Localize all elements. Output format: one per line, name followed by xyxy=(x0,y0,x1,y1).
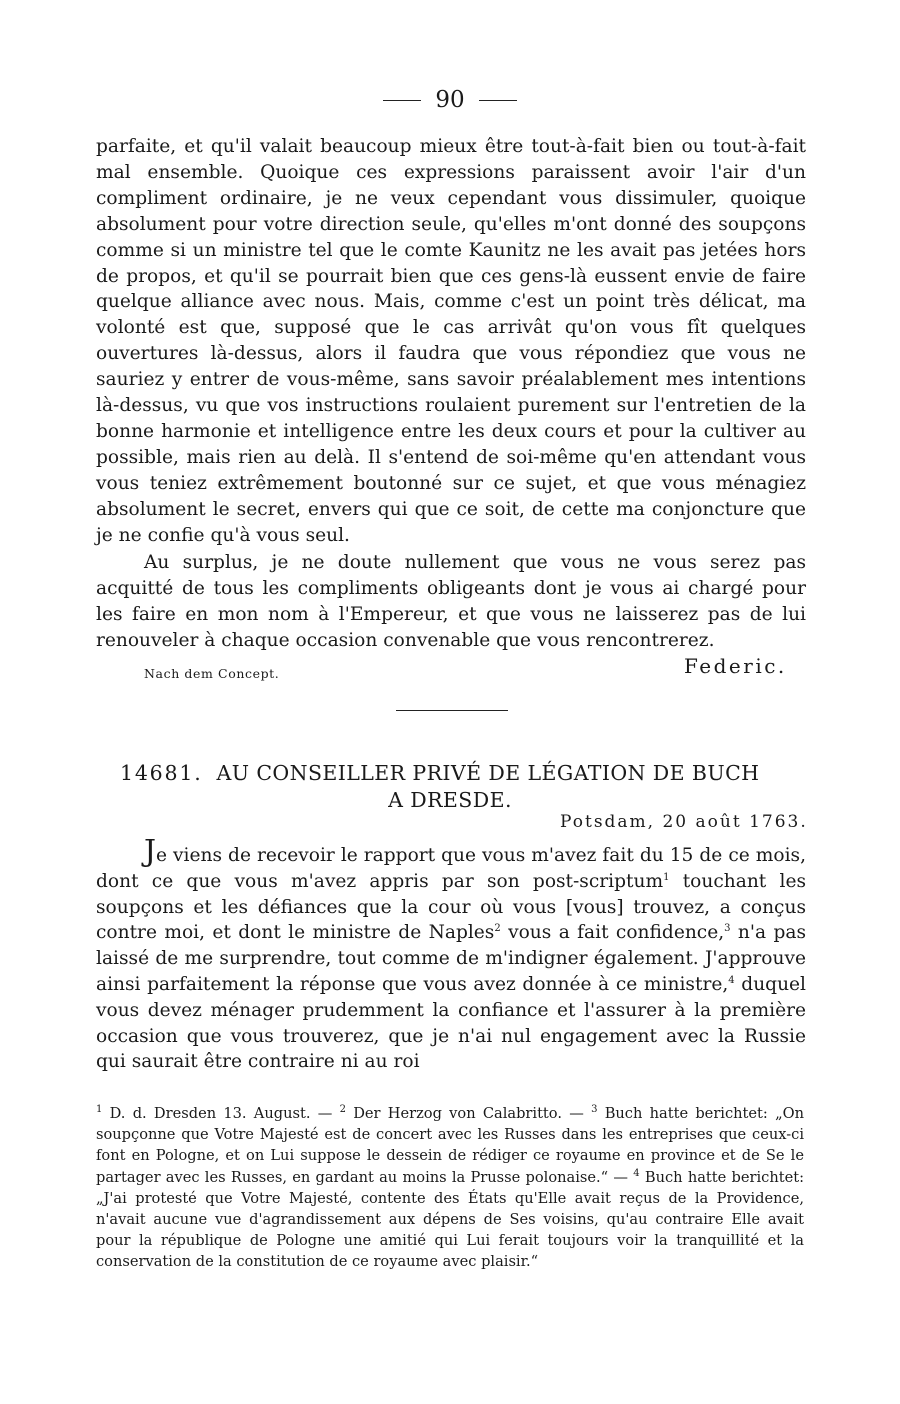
footnote-ref: 1 xyxy=(663,871,670,883)
letter-text-segment: duquel vous devez ménager prudemment la confiance et l'assurer à la première occasion que vous trouverez, que je n'ai nul engagement avec la Russie qui saurait être contraire ni au roi xyxy=(96,973,806,1073)
page-number: 90 xyxy=(435,86,465,113)
letter-heading xyxy=(96,760,806,786)
footnote-mark: 3 xyxy=(591,1104,598,1116)
footnote-ref: 4 xyxy=(728,974,735,986)
letter-text-segment: e viens de recevoir le rapport que vous m'avez fait du 15 de ce mois, dont ce que vous m'avez appris par son post-scriptum xyxy=(96,845,806,892)
place-date: Potsdam, 20 août 1763. xyxy=(560,812,808,832)
drop-cap: J xyxy=(144,834,157,869)
footnote-mark: 4 xyxy=(633,1167,640,1179)
letter-title-line1: AU CONSEILLER PRIVÉ DE LÉGATION DE BUCH xyxy=(216,761,760,785)
concept-note: Nach dem Concept. xyxy=(144,666,280,681)
page-header xyxy=(0,84,900,116)
footnote-ref: 3 xyxy=(724,923,731,935)
footnote-text: D. d. Dresden 13. August. — xyxy=(109,1105,333,1122)
footnote-text: Buch hatte berichtet: „J'ai protesté que Votre Majesté, contente des États qu'Elle avait reçus de la Providence, n'avait aucune vue d'agrandissement aux dépens de Ses voisins, qu'au contraire Elle avait pour la république de Pologne une amitié qui Lui ferait toujours voir la tranquillité et la conservation de la constitution de ce royaume avec plaisir.“ xyxy=(96,1168,805,1271)
letter-number: 14681. xyxy=(120,761,203,785)
paragraph-closing xyxy=(96,550,806,654)
header-rule-left xyxy=(383,100,421,101)
letter-text-segment: n'a pas laissé de me surprendre, tout comme de m'indigner également. J'approuve ainsi parfaitement la réponse que vous avez donnée à ce ministre, xyxy=(96,922,806,995)
footnote-mark: 1 xyxy=(96,1104,103,1116)
paragraph-continuation xyxy=(96,134,806,549)
signature: Federic. xyxy=(684,654,787,678)
paragraph-text: parfaite, et qu'il valait beaucoup mieux être tout-à-fait bien ou tout-à-fait mal ensemble. Quoique ces expressions paraissent avoir l'air d'un compliment ordinaire, je ne veux cependant vous dissimuler, quoique absolument pour votre direction seule, qu'elles m'ont donné des soupçons comme si un ministre tel que le comte Kaunitz ne les avait pas jetées hors de propos, et qu'il se pourrait bien que ces gens-là eussent envie de faire quelque alliance avec nous. Mais, comme c'est un point très délicat, ma volonté est que, supposé que le cas arrivât qu'on vous fît quelques ouvertures là-dessus, alors il faudra que vous répondiez que vous ne sauriez y entrer de vous-même, sans savoir préalablement mes intentions là-dessus, vu que vos instructions roulaient purement sur l'entretien de la bonne harmonie et intelligence entre les deux cours et pour la cultiver au possible, mais rien au delà. Il s'entend de soi-même qu'en attendant vous vous teniez extrêmement boutonné sur ce sujet, et que vous ménagiez absolument le secret, envers qui que ce soit, de cette ma conjoncture que je ne confie qu'à vous seul. xyxy=(96,136,806,546)
letter-text-segment: vous a fait confidence, xyxy=(500,922,725,944)
paragraph-text: Au surplus, je ne doute nullement que vous ne vous serez pas acquitté de tous les compliments obligeants dont je vous ai chargé pour les faire en mon nom à l'Empereur, et que vous ne laisserez pas de lui renouveler à chaque occasion convenable que vous rencontrerez. xyxy=(96,552,806,651)
letter-body xyxy=(96,834,806,1075)
header-rule-right xyxy=(479,100,517,101)
footnotes xyxy=(96,1103,804,1273)
footnote-mark: 2 xyxy=(339,1104,346,1116)
footnote-text: Der Herzog von Calabritto. — xyxy=(353,1105,584,1122)
section-separator xyxy=(396,710,508,711)
footnote-text: Buch hatte berichtet: „On soupçonne que Votre Majesté est de concert avec les Russes dans les entreprises que ceux-ci font en Pologne, et on Lui suppose le dessein de rédiger ce royaume en province et de Se le partager avec les Russes, en gardant au moins la Prusse polonaise.“ — xyxy=(96,1105,804,1186)
letter-title-line2: A DRESDE. xyxy=(388,788,512,812)
footnote-ref: 2 xyxy=(494,923,501,935)
letter-text-segment: touchant les soupçons et les défiances que la cour où vous [vous] trouvez, a conçus contre moi, et dont le ministre de Naples xyxy=(96,870,806,944)
